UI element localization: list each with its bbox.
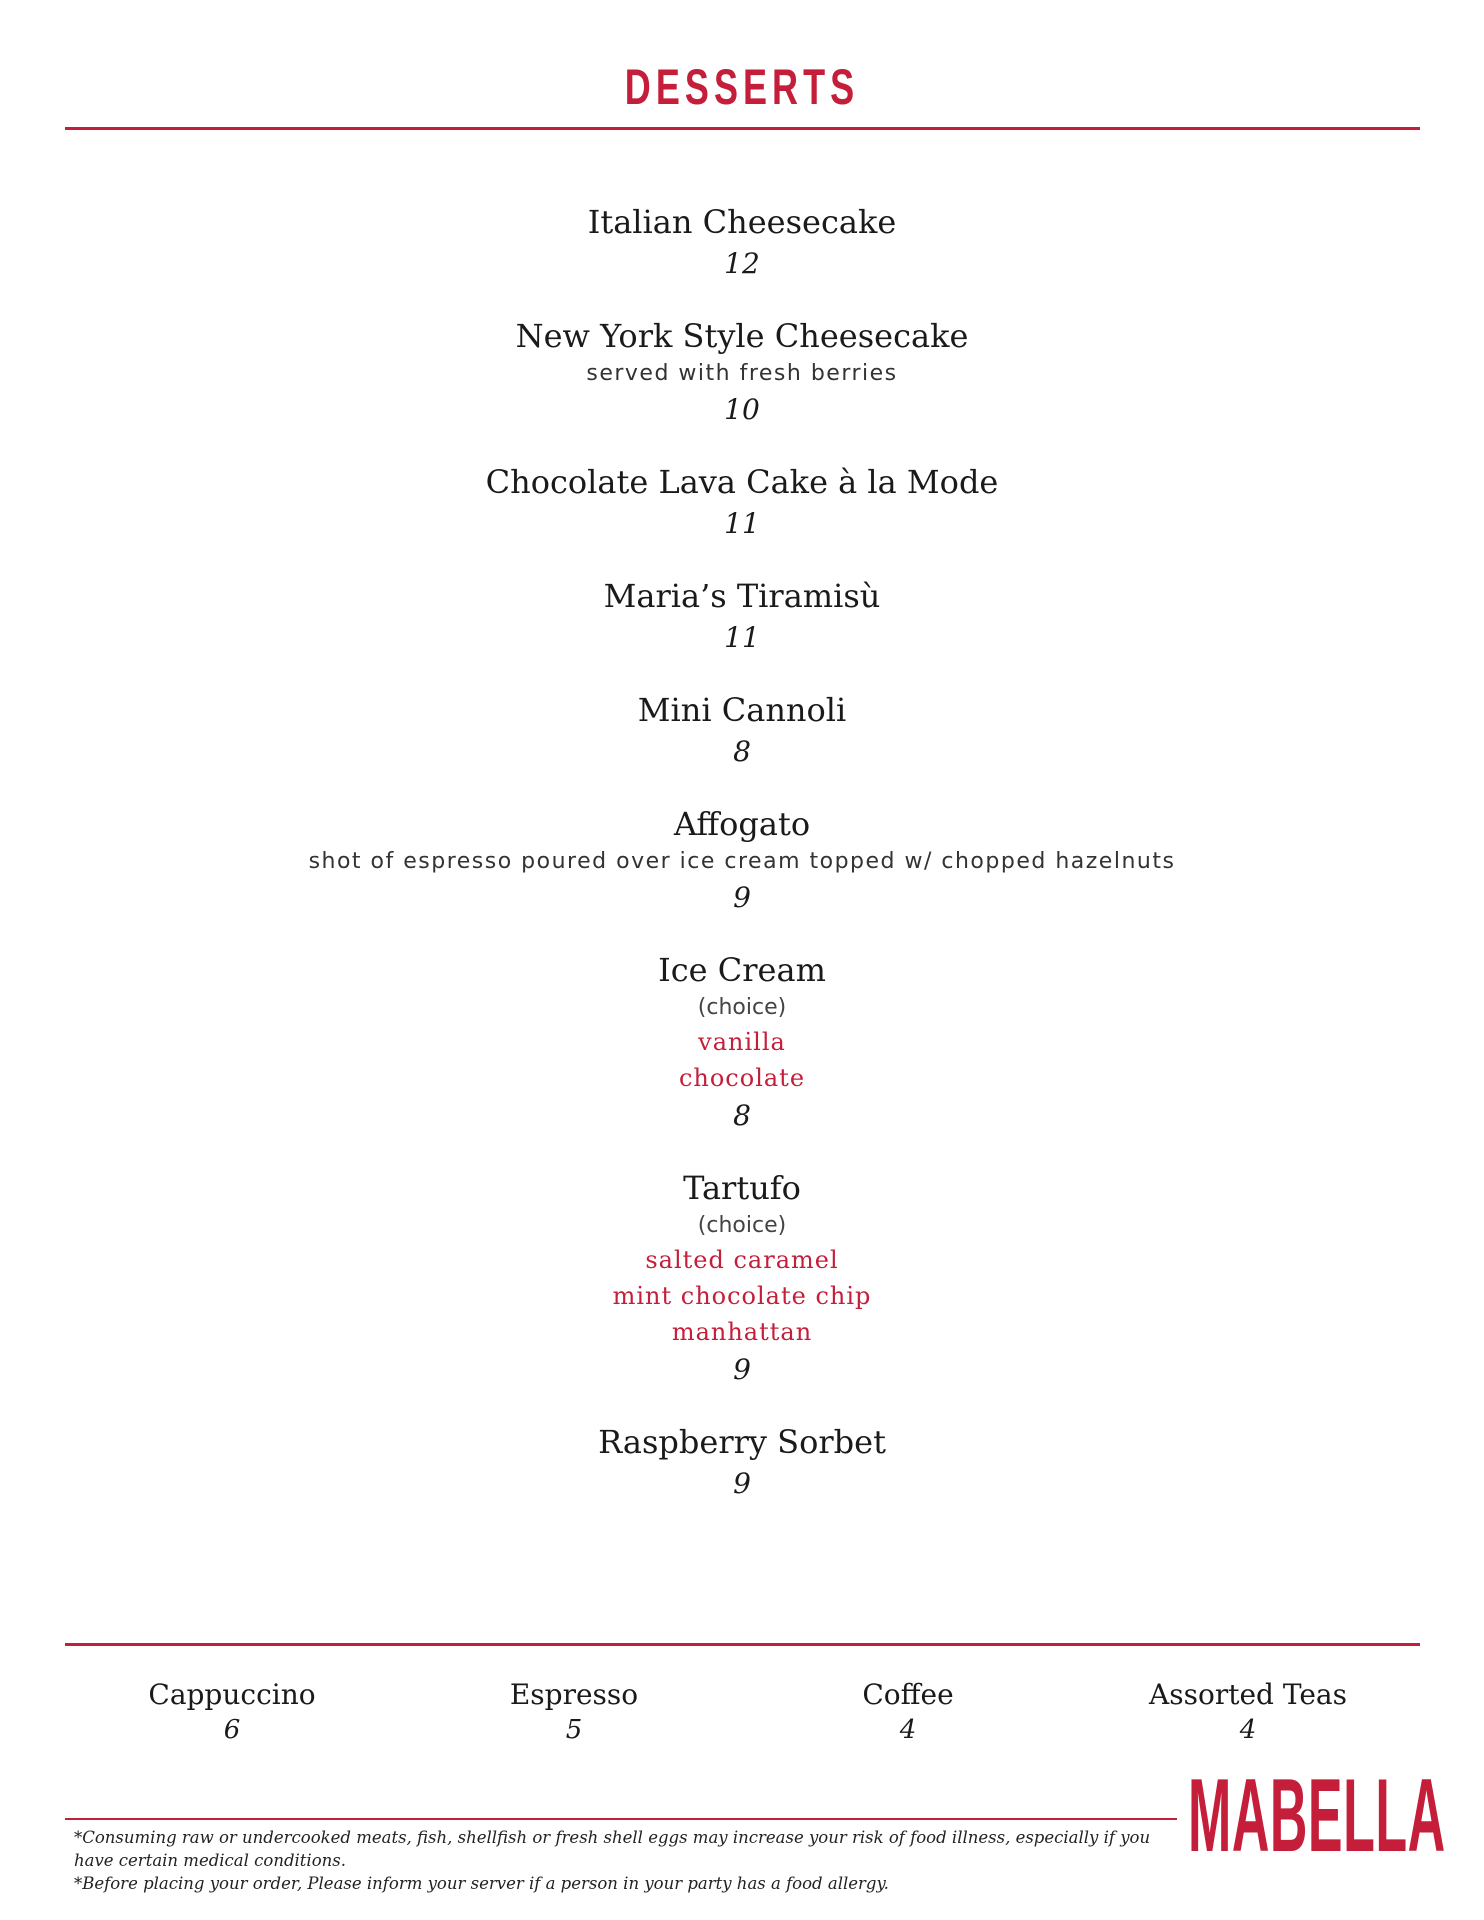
- item-price: 10: [724, 393, 760, 426]
- dessert-list: [0, 200, 1484, 1534]
- footer-divider: [65, 1818, 1177, 1820]
- disclaimer-line: *Before placing your order, Please inform your server if a person in your party has a food allergy.: [74, 1874, 889, 1893]
- item-price: 11: [724, 507, 760, 540]
- item-price: 9: [733, 881, 751, 914]
- drink-item: [424, 1677, 724, 1747]
- drink-name: Espresso: [509, 1678, 639, 1711]
- flavor-option: manhattan: [671, 1318, 813, 1346]
- drinks-row: [0, 1677, 1484, 1757]
- drink-price: 5: [565, 1715, 583, 1745]
- item-name: Chocolate Lava Cake à la Mode: [485, 463, 999, 501]
- menu-item: [0, 314, 1484, 430]
- choice-label: (choice): [697, 1213, 787, 1238]
- item-price: 9: [733, 1353, 751, 1386]
- drink-item: [1098, 1677, 1398, 1747]
- page-title: DESSERTS: [624, 59, 860, 115]
- item-name: Affogato: [673, 805, 811, 843]
- item-name: Tartufo: [683, 1169, 801, 1207]
- disclaimer-line: *Consuming raw or undercooked meats, fish, shellfish or fresh shell eggs may increase your risk of food illness, especially if you have certain medical conditions.: [74, 1828, 1151, 1870]
- flavor-option: salted caramel: [645, 1246, 839, 1274]
- flavor-option: chocolate: [678, 1064, 806, 1092]
- item-price: 11: [724, 621, 760, 654]
- item-description: shot of espresso poured over ice cream topped w/ chopped hazelnuts: [308, 849, 1176, 874]
- drink-price: 4: [1239, 1715, 1257, 1745]
- menu-item: [0, 948, 1484, 1136]
- item-name: New York Style Cheesecake: [515, 317, 969, 355]
- item-price: 8: [733, 735, 751, 768]
- mabella-logo: MABELLA: [1188, 1758, 1446, 1874]
- menu-item: [0, 460, 1484, 544]
- drink-item: [82, 1677, 382, 1747]
- menu-item: [0, 688, 1484, 772]
- flavor-option: mint chocolate chip: [612, 1282, 872, 1310]
- menu-item: [0, 574, 1484, 658]
- item-price: 12: [724, 247, 760, 280]
- item-price: 9: [733, 1467, 751, 1500]
- menu-item: [0, 1420, 1484, 1504]
- allergy-disclaimer: [74, 1826, 1174, 1895]
- drink-item: [758, 1677, 1058, 1747]
- drink-name: Coffee: [862, 1678, 954, 1711]
- drink-price: 6: [223, 1715, 241, 1745]
- drink-price: 4: [899, 1715, 917, 1745]
- choice-label: (choice): [697, 995, 787, 1020]
- header-divider: [65, 127, 1420, 130]
- item-name: Mini Cannoli: [637, 691, 847, 729]
- item-description: served with fresh berries: [586, 361, 898, 386]
- item-price: 8: [733, 1099, 751, 1132]
- menu-item: [0, 802, 1484, 918]
- item-name: Raspberry Sorbet: [598, 1423, 886, 1461]
- item-name: Italian Cheesecake: [587, 203, 897, 241]
- drink-name: Assorted Teas: [1149, 1678, 1347, 1711]
- menu-item: [0, 1166, 1484, 1390]
- drink-name: Cappuccino: [148, 1678, 316, 1711]
- drinks-divider: [65, 1643, 1420, 1646]
- menu-item: [0, 200, 1484, 284]
- flavor-option: vanilla: [698, 1028, 786, 1056]
- item-name: Ice Cream: [658, 951, 826, 989]
- item-name: Maria’s Tiramisù: [603, 577, 881, 615]
